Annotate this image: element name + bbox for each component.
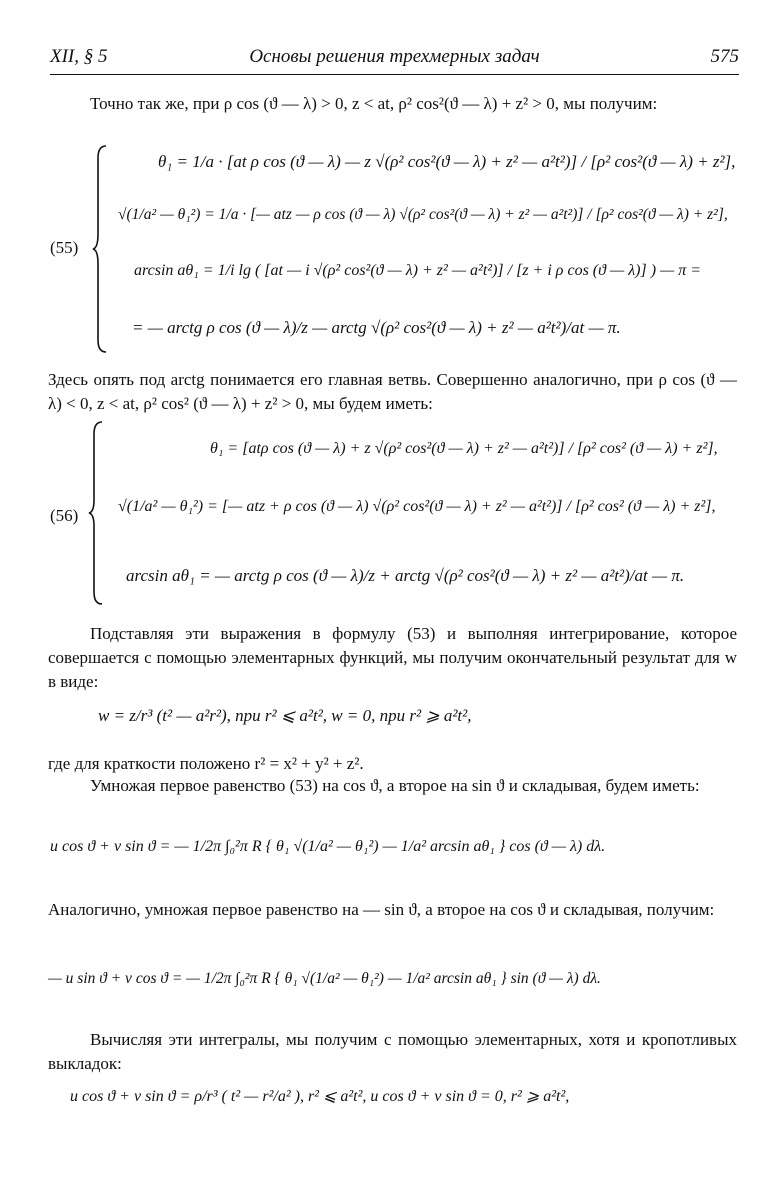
header-rule bbox=[50, 74, 739, 75]
paragraph-4: где для краткости положено r² = x² + y² + z². bbox=[48, 754, 364, 773]
page-number: 575 bbox=[710, 46, 739, 67]
eq55-line-2: √(1/a² — θ₁²) = 1/a · [— atz — ρ cos (ϑ — λ) √(ρ² cos²(ϑ — λ) + z² — a²t²)] / [ρ² cos²(ϑ — λ) + z²], bbox=[118, 206, 728, 223]
paragraph-1: Точно так же, при ρ cos (ϑ — λ) > 0, z < at, ρ² cos²(ϑ — λ) + z² > 0, мы получим: bbox=[90, 94, 658, 113]
formula-final: u cos ϑ + v sin ϑ = ρ/r³ ( t² — r²/a² ), r² ⩽ a²t², u cos ϑ + v sin ϑ = 0, r² ⩾ a²t², bbox=[70, 1088, 570, 1105]
paragraph-7: Вычисляя эти интегралы, мы получим с помощью элементарных, хотя и кропотливых выкладок: bbox=[48, 1030, 737, 1073]
eq56-line-1: θ₁ = [atρ cos (ϑ — λ) + z √(ρ² cos²(ϑ — λ) + z² — a²t²)] / [ρ² cos² (ϑ — λ) + z²], bbox=[210, 440, 718, 457]
paragraph-3: Подставляя эти выражения в формулу (53) и выполняя интегрирование, которое совершается с помощью элементарных функций, мы получим окончательный результат для w в виде: bbox=[48, 624, 737, 691]
eq56-line-3: arcsin aθ₁ = — arctg ρ cos (ϑ — λ)/z + arctg √(ρ² cos²(ϑ — λ) + z² — a²t²)/at — π. bbox=[126, 566, 685, 585]
eq55-line-1: θ₁ = 1/a · [at ρ cos (ϑ — λ) — z √(ρ² cos²(ϑ — λ) + z² — a²t²)] / [ρ² cos²(ϑ — λ) + z²], bbox=[158, 152, 736, 171]
left-brace-55 bbox=[92, 144, 112, 354]
running-header bbox=[50, 46, 739, 72]
eq56-line-2: √(1/a² — θ₁²) = [— atz + ρ cos (ϑ — λ) √(ρ² cos²(ϑ — λ) + z² — a²t²)] / [ρ² cos² (ϑ — λ) + z²], bbox=[118, 498, 716, 515]
paragraph-6: Аналогично, умножая первое равенство на — sin ϑ, а второе на cos ϑ и складывая, получим: bbox=[48, 900, 715, 919]
left-brace-56 bbox=[88, 420, 108, 606]
equation-label-56: (56) bbox=[50, 506, 79, 525]
section-label: XII, § 5 bbox=[50, 46, 108, 67]
formula-ucos: u cos ϑ + v sin ϑ = — 1/2π ∫₀²π R { θ₁ √(1/a² — θ₁²) — 1/a² arcsin aθ₁ } cos (ϑ — λ) dλ. bbox=[50, 838, 606, 855]
eq55-line-4: = — arctg ρ cos (ϑ — λ)/z — arctg √(ρ² cos²(ϑ — λ) + z² — a²t²)/at — π. bbox=[132, 318, 621, 337]
paragraph-2: Здесь опять под arctg понимается его главная ветвь. Совершенно аналогично, при ρ cos (ϑ — λ) < 0, z < at, ρ² cos² (ϑ — λ) + z² > 0, мы будем иметь: bbox=[48, 370, 737, 413]
chapter-title: Основы решения трехмерных задач bbox=[249, 46, 540, 67]
equation-label-55: (55) bbox=[50, 238, 79, 257]
eq55-line-3: arcsin aθ₁ = 1/i lg ( [at — i √(ρ² cos²(ϑ — λ) + z² — a²t²)] / [z + i ρ cos (ϑ — λ)] ) — π = bbox=[134, 262, 702, 279]
paragraph-5: Умножая первое равенство (53) на cos ϑ, а второе на sin ϑ и складывая, будем иметь: bbox=[90, 776, 700, 795]
formula-usin: — u sin ϑ + v cos ϑ = — 1/2π ∫₀²π R { θ₁ √(1/a² — θ₁²) — 1/a² arcsin aθ₁ } sin (ϑ — λ) dλ. bbox=[48, 970, 601, 987]
formula-w: w = z/r³ (t² — a²r²), при r² ⩽ a²t², w = 0, при r² ⩾ a²t², bbox=[98, 706, 472, 725]
